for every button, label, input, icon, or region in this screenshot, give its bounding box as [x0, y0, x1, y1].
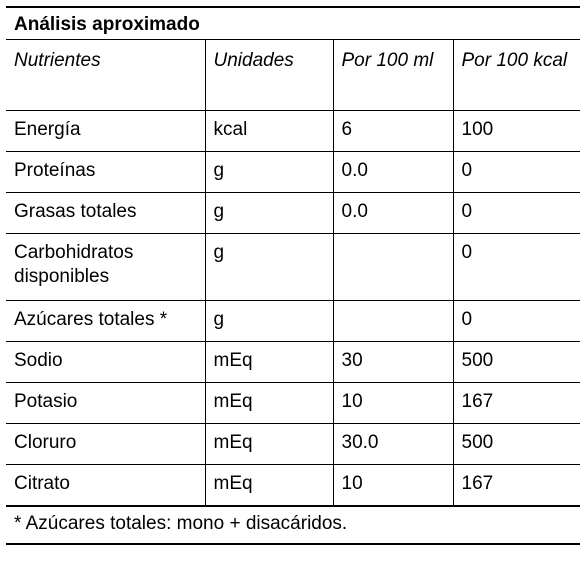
per-100kcal-cell: 0 [453, 234, 580, 301]
table-row [6, 465, 580, 506]
column-header-per-100kcal: Por 100 kcal [453, 40, 580, 111]
nutrition-table [6, 39, 580, 506]
unit-cell: mEq [205, 383, 333, 424]
per-100ml-cell: 6 [333, 111, 453, 152]
table-row [6, 301, 580, 342]
table-row [6, 383, 580, 424]
table-row [6, 342, 580, 383]
unit-cell: kcal [205, 111, 333, 152]
footnote: * Azúcares totales: mono + disacáridos. [6, 506, 580, 545]
nutrient-cell: Cloruro [6, 424, 205, 465]
per-100kcal-cell: 167 [453, 383, 580, 424]
nutrient-cell: Azúcares totales * [6, 301, 205, 342]
per-100ml-cell: 0.0 [333, 193, 453, 234]
unit-cell: mEq [205, 424, 333, 465]
table-row [6, 193, 580, 234]
per-100kcal-cell: 0 [453, 301, 580, 342]
header-row [6, 40, 580, 111]
nutrition-analysis-panel [6, 6, 580, 545]
unit-cell: g [205, 234, 333, 301]
table-title: Análisis aproximado [6, 6, 580, 39]
per-100ml-cell [333, 301, 453, 342]
table-row [6, 234, 580, 301]
table-row [6, 424, 580, 465]
per-100kcal-cell: 167 [453, 465, 580, 506]
per-100kcal-cell: 0 [453, 152, 580, 193]
per-100kcal-cell: 0 [453, 193, 580, 234]
per-100kcal-cell: 100 [453, 111, 580, 152]
unit-cell: g [205, 301, 333, 342]
nutrient-cell: Proteínas [6, 152, 205, 193]
per-100ml-cell: 30 [333, 342, 453, 383]
per-100kcal-cell: 500 [453, 342, 580, 383]
per-100kcal-cell: 500 [453, 424, 580, 465]
per-100ml-cell: 0.0 [333, 152, 453, 193]
per-100ml-cell: 30.0 [333, 424, 453, 465]
per-100ml-cell: 10 [333, 465, 453, 506]
column-header-nutrients: Nutrientes [6, 40, 205, 111]
unit-cell: g [205, 193, 333, 234]
column-header-units: Unidades [205, 40, 333, 111]
nutrient-cell: Potasio [6, 383, 205, 424]
unit-cell: mEq [205, 465, 333, 506]
unit-cell: mEq [205, 342, 333, 383]
nutrient-cell: Carbohidratos disponibles [6, 234, 205, 301]
unit-cell: g [205, 152, 333, 193]
nutrient-cell: Energía [6, 111, 205, 152]
nutrient-cell: Sodio [6, 342, 205, 383]
nutrient-cell: Citrato [6, 465, 205, 506]
per-100ml-cell: 10 [333, 383, 453, 424]
table-row [6, 111, 580, 152]
nutrient-cell: Grasas totales [6, 193, 205, 234]
table-row [6, 152, 580, 193]
column-header-per-100ml: Por 100 ml [333, 40, 453, 111]
per-100ml-cell [333, 234, 453, 301]
